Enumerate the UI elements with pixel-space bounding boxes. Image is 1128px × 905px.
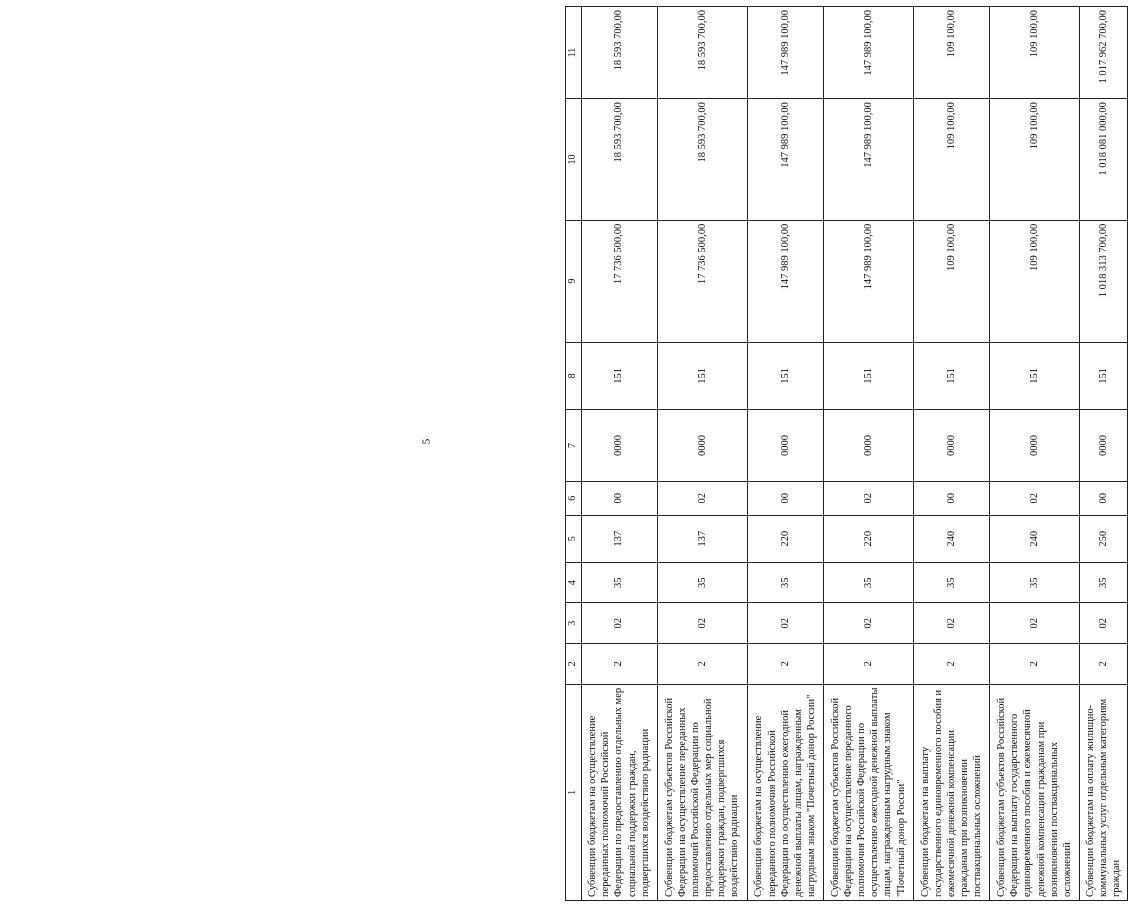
amount-year-2: 18 593 700,00 (581, 99, 657, 221)
column-header: 2 (566, 644, 582, 685)
code-subarticle: 02 (657, 481, 747, 515)
amount-year-3: 18 593 700,00 (657, 7, 747, 99)
code-group: 02 (581, 603, 657, 644)
code-admin: 2 (913, 644, 989, 685)
code-admin: 2 (1080, 644, 1128, 685)
amount-year-1: 17 736 500,00 (657, 220, 747, 342)
code-classification: 151 (823, 342, 913, 410)
amount-year-2: 147 989 100,00 (823, 99, 913, 221)
code-article: 220 (747, 515, 823, 562)
table-row (989, 7, 1079, 901)
column-header: 1 (566, 684, 582, 900)
budget-table (565, 6, 1128, 901)
rotated-table-container (565, 6, 1128, 901)
row-description: Субвенции бюджетам на выплату государственного единовременного пособия и ежемесячной денежной компенсации гражданам при возникновении поствакцинальных осложнений (913, 684, 989, 900)
table-row (823, 7, 913, 901)
amount-year-3: 1 017 962 700,00 (1080, 7, 1128, 99)
amount-year-1: 17 736 500,00 (581, 220, 657, 342)
code-admin: 2 (989, 644, 1079, 685)
code-article: 137 (657, 515, 747, 562)
row-description: Субвенции бюджетам на осуществление переданного полномочия Российской Федерации по осуществлению ежегодной денежной выплаты лицам, награжденным нагрудным знаком "Почетный донор России" (747, 684, 823, 900)
code-classification: 151 (913, 342, 989, 410)
code-subarticle: 00 (581, 481, 657, 515)
code-element: 0000 (823, 410, 913, 482)
code-classification: 151 (581, 342, 657, 410)
code-element: 0000 (913, 410, 989, 482)
row-description: Субвенции бюджетам на осуществление переданных полномочий Российской Федерации по предоставлению отдельных мер социальной поддержки граждан, подвергшихся воздействию радиации (581, 684, 657, 900)
column-header: 3 (566, 603, 582, 644)
code-subgroup: 35 (989, 562, 1079, 603)
table-body (581, 7, 1128, 901)
code-subarticle: 02 (989, 481, 1079, 515)
code-admin: 2 (823, 644, 913, 685)
amount-year-2: 109 100,00 (913, 99, 989, 221)
code-article: 137 (581, 515, 657, 562)
column-header: 11 (566, 7, 582, 99)
code-article: 240 (989, 515, 1079, 562)
page-number: 5 (420, 438, 433, 445)
code-classification: 151 (657, 342, 747, 410)
code-subgroup: 35 (913, 562, 989, 603)
amount-year-1: 147 989 100,00 (747, 220, 823, 342)
code-subarticle: 00 (913, 481, 989, 515)
code-element: 0000 (747, 410, 823, 482)
column-header: 5 (566, 515, 582, 562)
code-classification: 151 (989, 342, 1079, 410)
code-element: 0000 (581, 410, 657, 482)
row-description: Субвенции бюджетам на оплату жилищно-коммунальных услуг отдельным категориям граждан (1080, 684, 1128, 900)
code-subarticle: 00 (747, 481, 823, 515)
table-header-row (566, 7, 582, 901)
row-description: Субвенции бюджетам субъектов Российской Федерации на выплату государственного единовременного пособия и ежемесячной денежной компенсации гражданам при возникновении поствакцинальных осложнений (989, 684, 1079, 900)
amount-year-1: 1 018 313 700,00 (1080, 220, 1128, 342)
code-subgroup: 35 (823, 562, 913, 603)
amount-year-1: 147 989 100,00 (823, 220, 913, 342)
amount-year-3: 147 989 100,00 (823, 7, 913, 99)
table-row (657, 7, 747, 901)
column-header: 8 (566, 342, 582, 410)
code-group: 02 (747, 603, 823, 644)
amount-year-3: 109 100,00 (989, 7, 1079, 99)
amount-year-1: 109 100,00 (989, 220, 1079, 342)
code-classification: 151 (747, 342, 823, 410)
column-header: 4 (566, 562, 582, 603)
code-article: 240 (913, 515, 989, 562)
column-header: 6 (566, 481, 582, 515)
code-classification: 151 (1080, 342, 1128, 410)
code-group: 02 (913, 603, 989, 644)
code-subgroup: 35 (581, 562, 657, 603)
column-header: 7 (566, 410, 582, 482)
code-subgroup: 35 (1080, 562, 1128, 603)
code-group: 02 (823, 603, 913, 644)
code-element: 0000 (1080, 410, 1128, 482)
amount-year-3: 147 989 100,00 (747, 7, 823, 99)
row-description: Субвенции бюджетам субъектов Российской Федерации на осуществление переданных полномочий Российской Федерации по предоставлению отдельных мер социальной поддержки граждан, подвергшихся воздействию радиации (657, 684, 747, 900)
table-row (747, 7, 823, 901)
amount-year-2: 1 018 081 000,00 (1080, 99, 1128, 221)
column-header: 9 (566, 220, 582, 342)
code-subarticle: 00 (1080, 481, 1128, 515)
code-subgroup: 35 (657, 562, 747, 603)
code-subarticle: 02 (823, 481, 913, 515)
code-subgroup: 35 (747, 562, 823, 603)
amount-year-2: 18 593 700,00 (657, 99, 747, 221)
code-element: 0000 (657, 410, 747, 482)
code-admin: 2 (581, 644, 657, 685)
amount-year-3: 18 593 700,00 (581, 7, 657, 99)
table-row (1080, 7, 1128, 901)
code-group: 02 (657, 603, 747, 644)
amount-year-3: 109 100,00 (913, 7, 989, 99)
code-article: 220 (823, 515, 913, 562)
code-article: 250 (1080, 515, 1128, 562)
code-element: 0000 (989, 410, 1079, 482)
table-row (581, 7, 657, 901)
code-admin: 2 (747, 644, 823, 685)
amount-year-2: 109 100,00 (989, 99, 1079, 221)
code-group: 02 (989, 603, 1079, 644)
code-group: 02 (1080, 603, 1128, 644)
column-header: 10 (566, 99, 582, 221)
row-description: Субвенции бюджетам субъектов Российской Федерации на осуществление переданного полномочия Российской Федерации по осуществлению ежегодной денежной выплаты лицам, награжденным нагрудным знаком "Почетный донор России" (823, 684, 913, 900)
amount-year-2: 147 989 100,00 (747, 99, 823, 221)
table-row (913, 7, 989, 901)
code-admin: 2 (657, 644, 747, 685)
amount-year-1: 109 100,00 (913, 220, 989, 342)
